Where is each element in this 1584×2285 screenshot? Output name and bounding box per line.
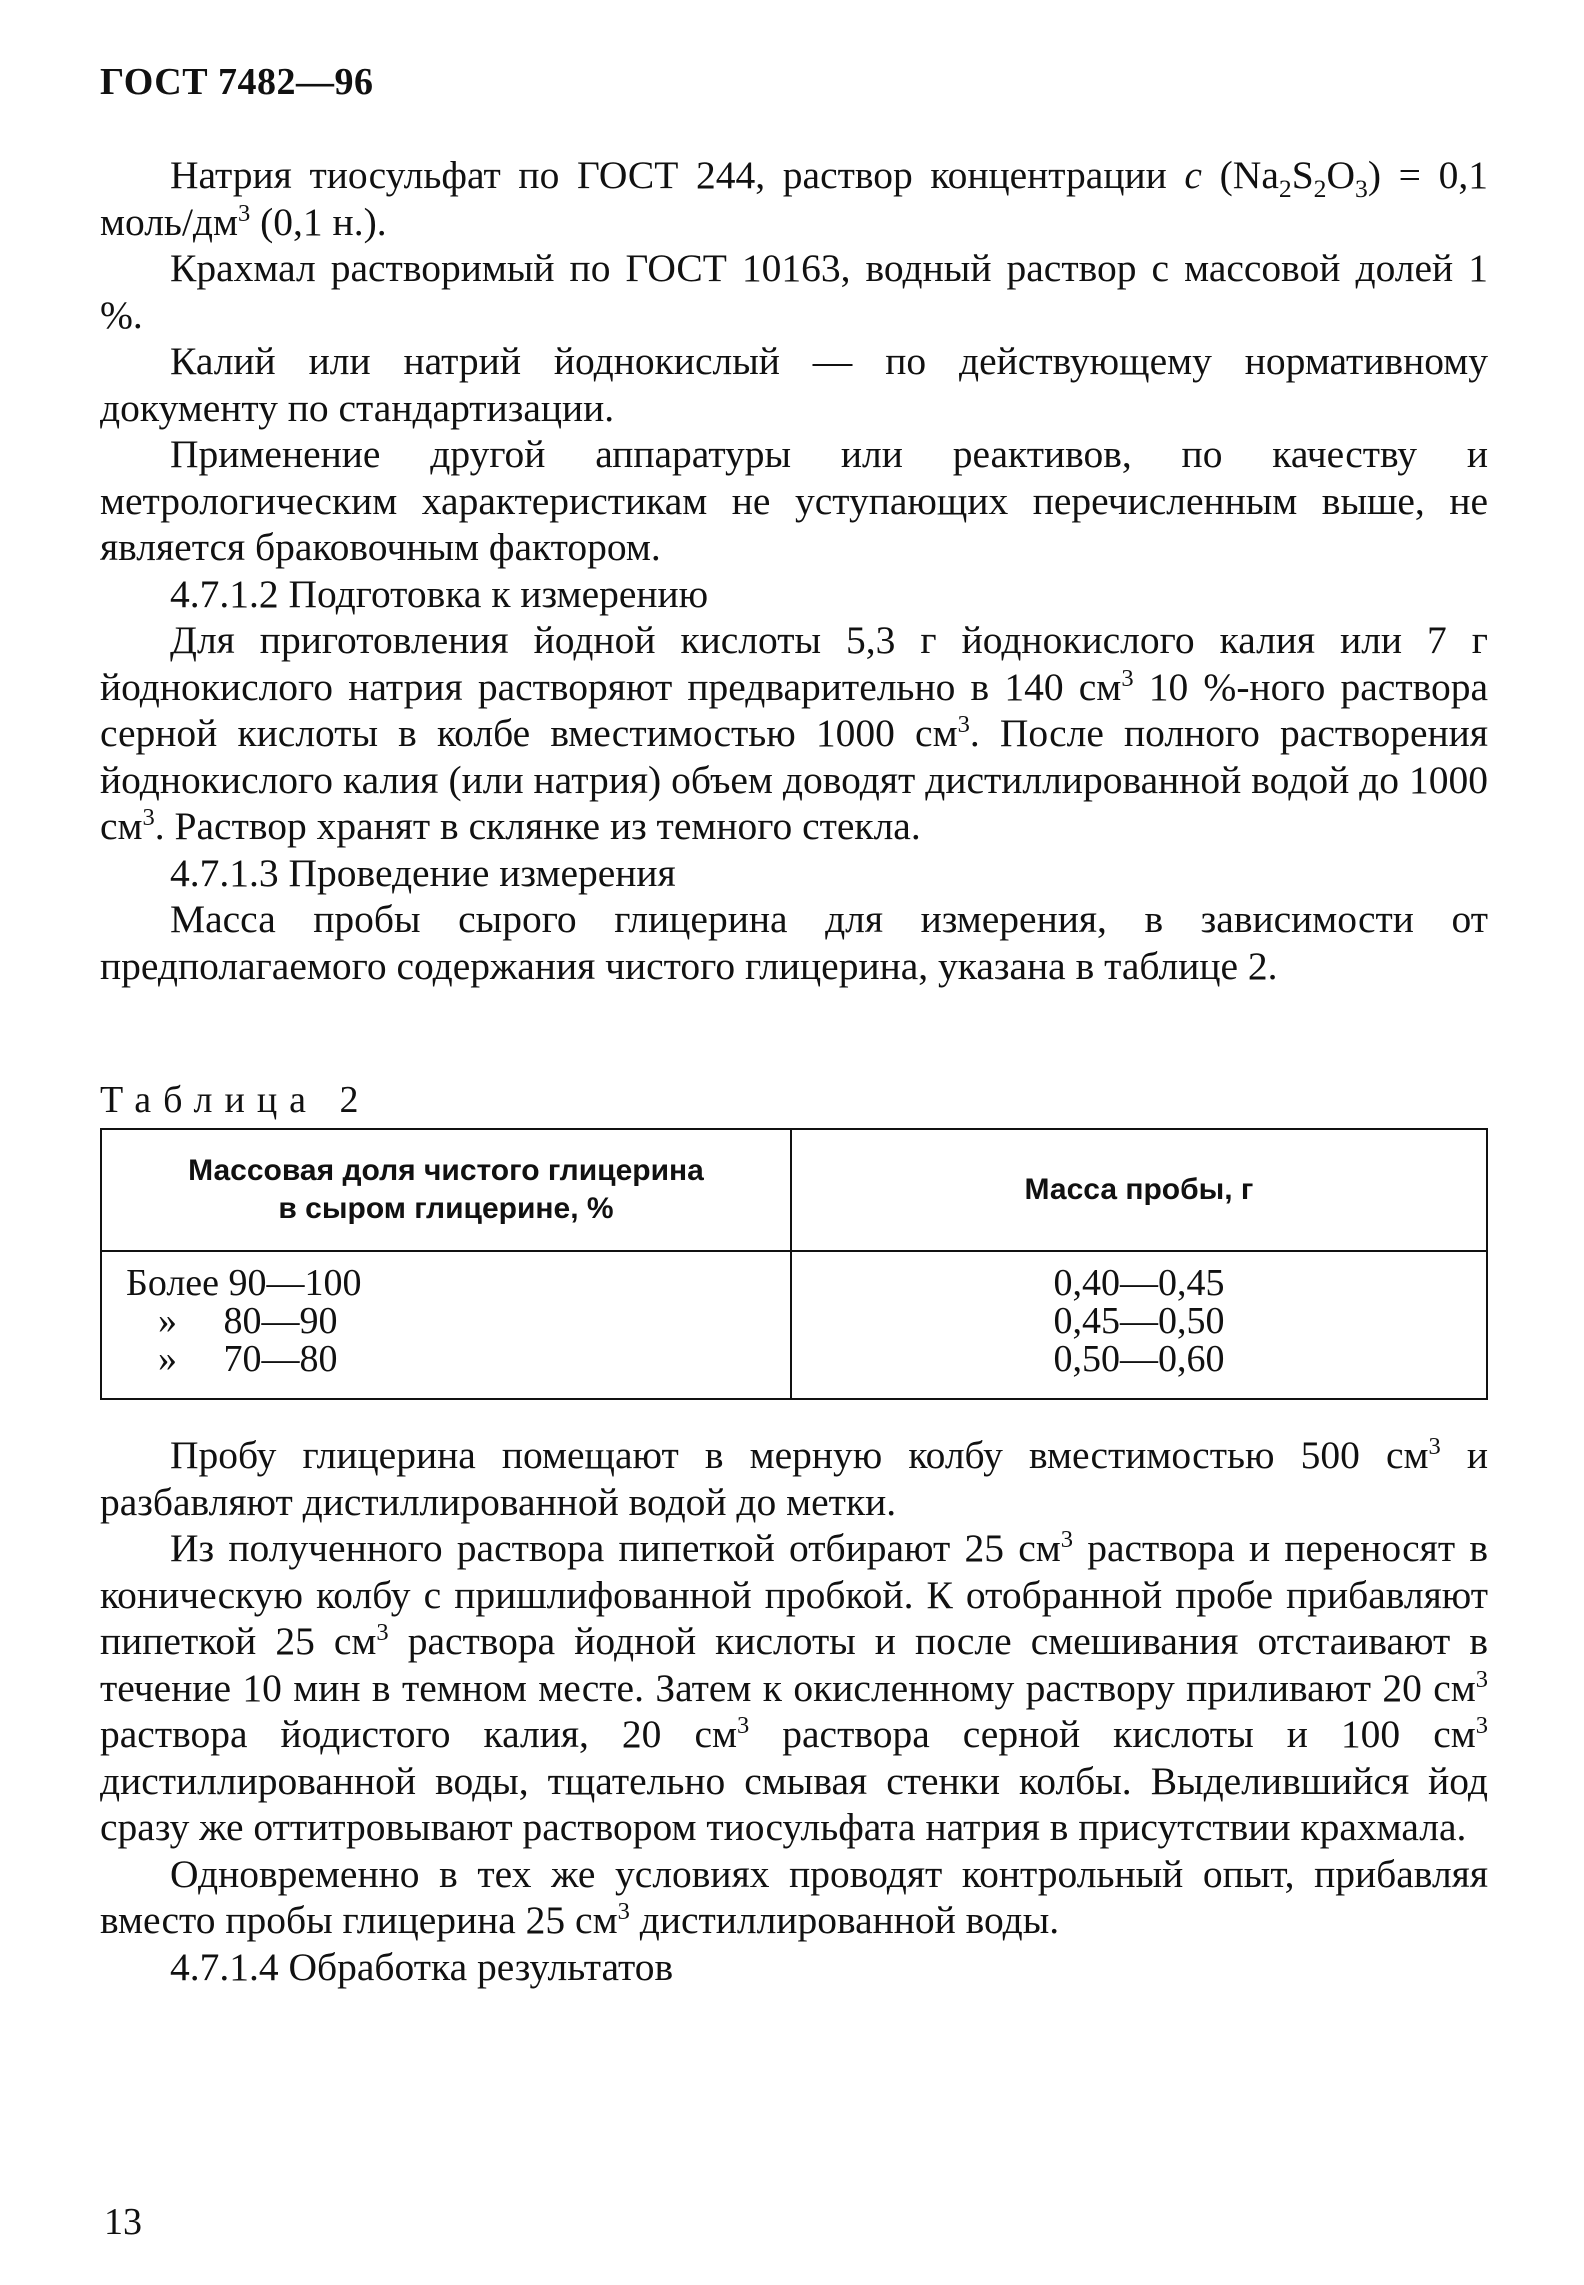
table-row: » 70—80 [158,1338,338,1380]
table-row: » 80—90 [158,1300,338,1342]
table-divider-horizontal [102,1250,1486,1252]
text-block-bottom [100,1432,1488,1990]
table-cell: 0,45—0,50 [1053,1300,1225,1342]
paragraph-sample-mass: Масса пробы сырого глицерина для измерения, в зависимости от предполагаемого содержания чистого глицерина, указана в таблице 2. [100,897,1488,988]
table-cell: 0,40—0,45 [1053,1262,1225,1304]
paragraph-sodium-thiosulfate: Натрия тиосульфат по ГОСТ 244, раствор концентрации c $(Na_2S_2O_3) = 0,1$ моль/$дм^3$ (0,1 н.). [100,153,1488,244]
paragraph-dilution: Пробу глицерина помещают в мерную колбу вместимостью 500 $см^3$ и разбавляют дистиллированной водой до метки. [100,1432,1489,1524]
page-number: 13 [104,2201,142,2243]
section-heading-results: 4.7.1.4 Обработка результатов [170,1944,674,1989]
paragraph-control-experiment: Одновременно в тех же условиях проводят контрольный опыт, прибавляя вместо пробы глицерина 25 $см^3$ дистиллированной воды. [100,1851,1488,1942]
page-header: ГОСТ 7482—96 [100,61,374,103]
table-header-sample-mass: Масса пробы, г [1024,1173,1254,1206]
paragraph-starch: Крахмал растворимый по ГОСТ 10163, водный раствор с массовой долей 1 %. [100,246,1488,337]
table-header-glycerin-fraction: Массовая доля чистого глицерина в сыром глицерине, % [188,1154,704,1225]
table-2 [100,1128,1488,1400]
paragraph-iodate: Калий или натрий йоднокислый — по действующему нормативному документу по стандартизации. [100,339,1488,430]
paragraph-titration: Из полученного раствора пипеткой отбирают 25 $см^3$ раствора и переносят в коническую колбу с пришлифованной пробкой. К отобранной пробе прибавляют пипеткой 25 $см^3$ раствора йодной кислоты и после смешивания отстаивают в течение 10 мин в темном месте. Затем к окисленному раствору приливают 20 $см^3$ раствора йодистого калия, 20 $см^3$ раствора серной кислоты и 100 $см^3$ дистиллированной воды, тщательно смывая стенки колбы. Выделившийся йод сразу же оттитровывают раствором тиосульфата натрия в присутствии крахмала. [100,1525,1488,1849]
section-heading-measurement: 4.7.1.3 Проведение измерения [170,850,676,895]
table-column-fraction [126,1264,362,1378]
table-column-mass [792,1264,1486,1378]
paragraph-preparation: Для приготовления йодной кислоты 5,3 г йоднокислого калия или 7 г йоднокислого натрия растворяют предварительно в 140 $см^3$ 10 %-ного раствора серной кислоты в колбе вместимостью 1000 $см^3$. После полного растворения йоднокислого калия (или натрия) объем доводят дистиллированной водой до 1000 $см^3$. Раствор хранят в склянке из темного стекла. [100,618,1488,848]
text-block-top [100,152,1488,989]
section-heading-preparation: 4.7.1.2 Подготовка к измерению [170,571,709,616]
table-row: Более 90—100 [126,1262,362,1304]
table-caption: Таблица 2 [100,1079,371,1121]
table-cell: 0,50—0,60 [1053,1338,1225,1380]
paragraph-equipment-note: Применение другой аппаратуры или реактивов, по качеству и метрологическим характеристикам не уступающих перечисленным выше, не является браковочным фактором. [100,432,1488,569]
